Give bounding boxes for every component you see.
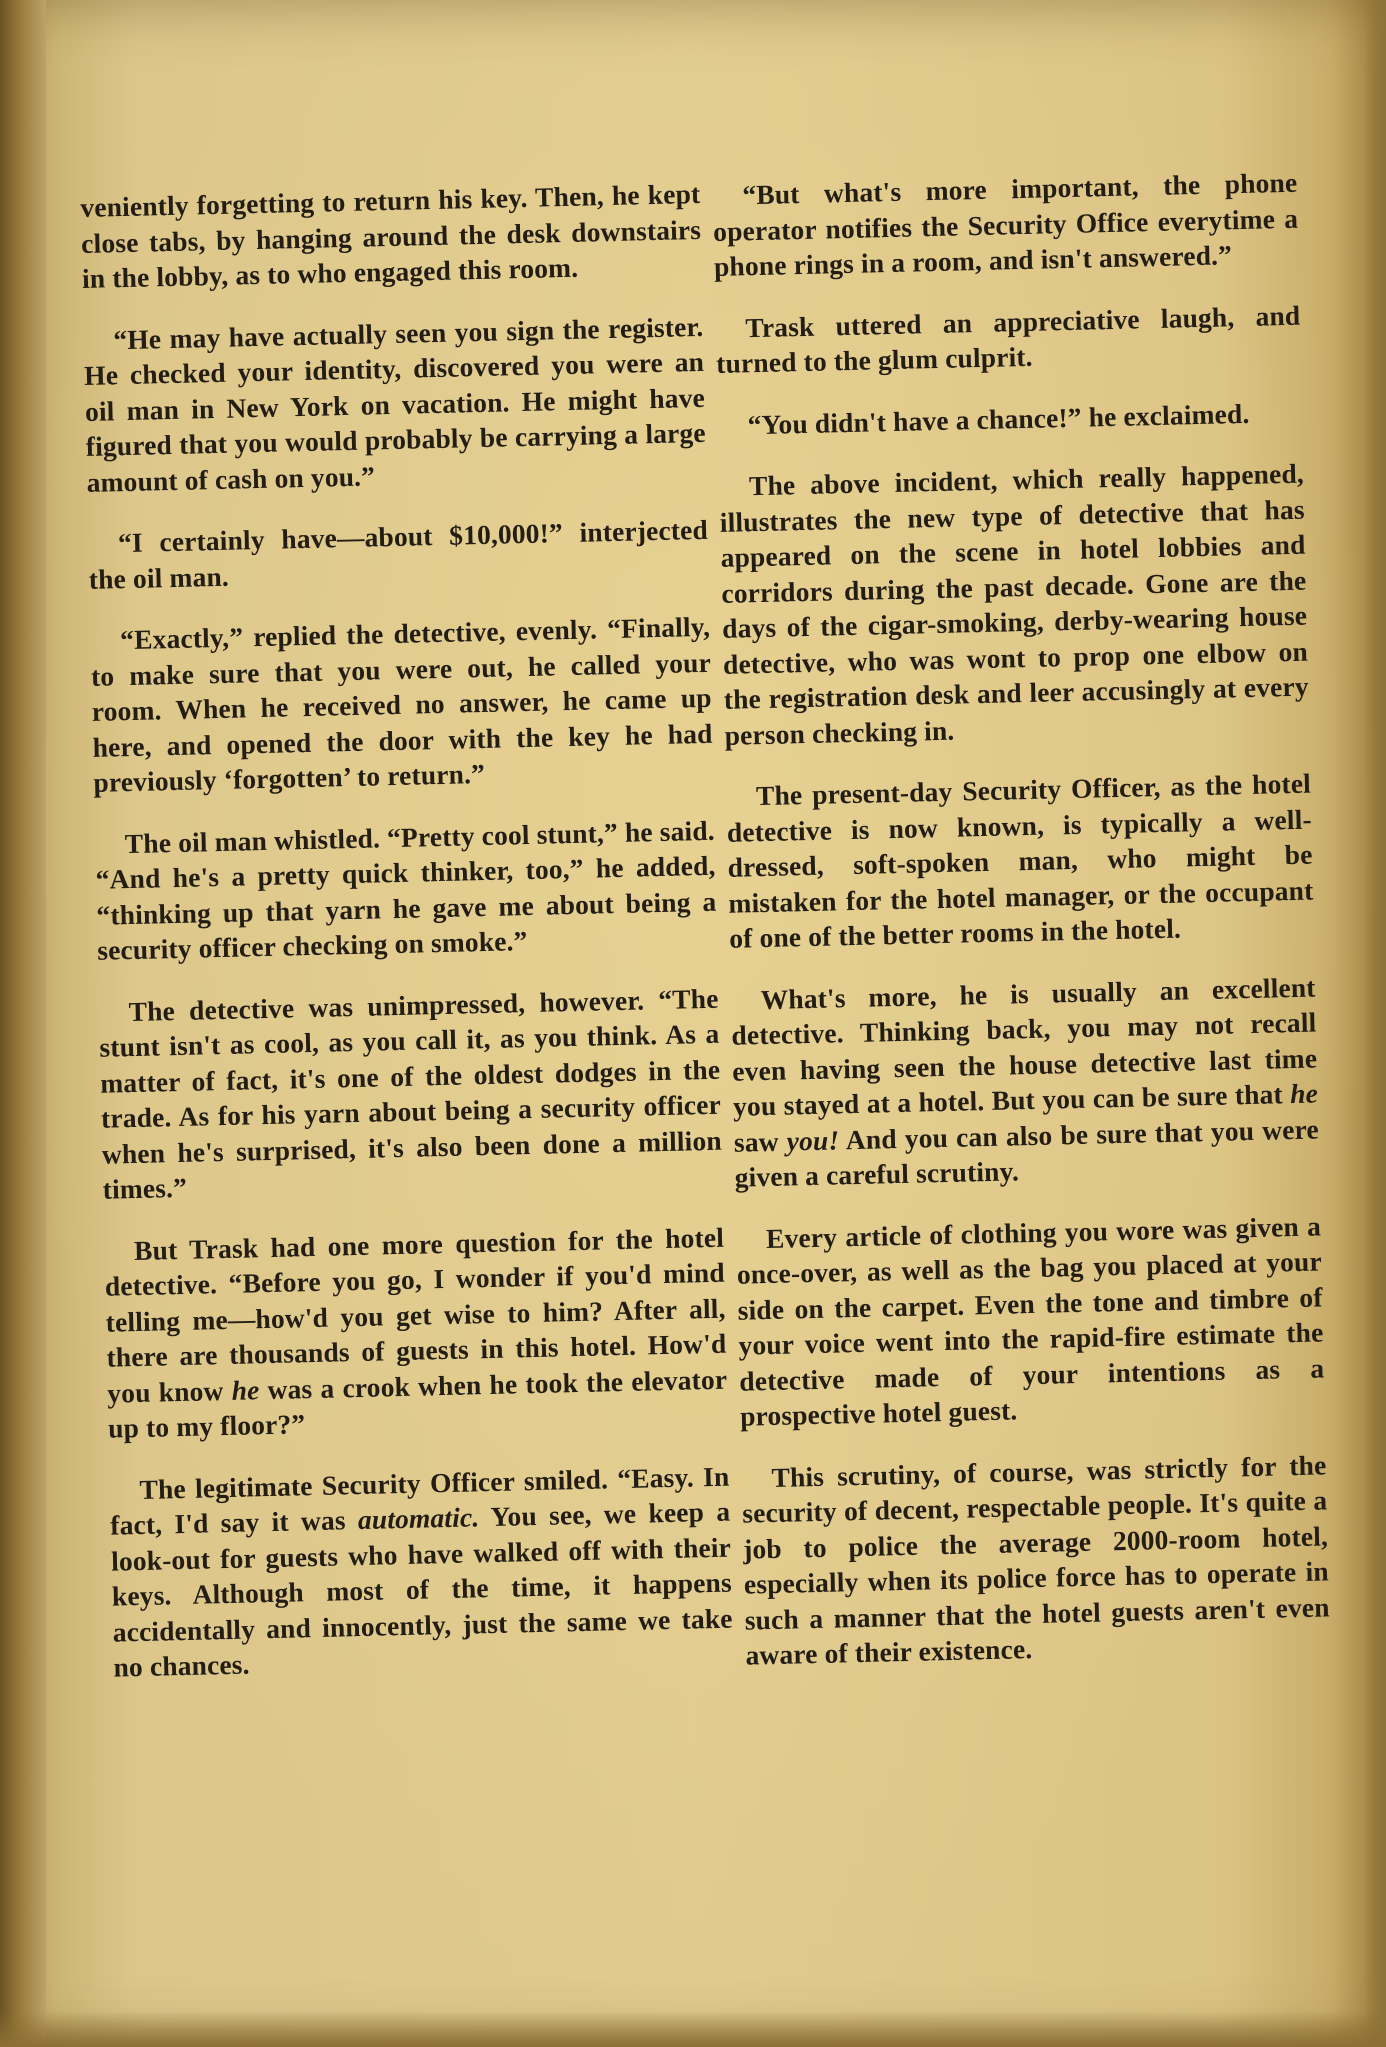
text-run: And you can also be sure that you were given a careful scrutiny. bbox=[734, 1112, 1320, 1193]
emphasis: he bbox=[231, 1373, 260, 1406]
text-run: saw bbox=[733, 1125, 788, 1158]
emphasis: automatic. bbox=[357, 1501, 480, 1536]
page-bottom-shadow bbox=[0, 2011, 1386, 2047]
text-run: The legitimate Security Officer smiled. “Easy. In fact, I'd say it was bbox=[109, 1460, 730, 1541]
right-text-column bbox=[712, 165, 1331, 1699]
paragraph: “You didn't have a chance!” he exclaimed. bbox=[747, 397, 1250, 440]
page-spine-shadow bbox=[0, 0, 46, 2047]
left-text-column bbox=[80, 176, 734, 1711]
emphasis: he bbox=[1289, 1077, 1319, 1110]
paragraph bbox=[104, 1219, 729, 1446]
emphasis: you! bbox=[786, 1123, 840, 1157]
text-run: But Trask had one more question for the hotel detective. “Before you go, I wonder if you'd mind telling me—how'd you get wise to him? After all, there are thousands of guests in this hotel. How'd you know bbox=[104, 1221, 727, 1409]
paragraph: Trask uttered an appreciative laugh, and turned to the glum culprit. bbox=[715, 299, 1301, 379]
paragraph: veniently forgetting to return his key. Then, he kept close tabs, by hanging around the desk downstairs in the lobby, as to who engaged this room. bbox=[80, 177, 702, 294]
paragraph bbox=[730, 969, 1320, 1195]
paragraph: “But what's more important, the phone operator notifies the Security Office everytime a phone rings in a room, and isn't answered.” bbox=[712, 166, 1299, 282]
paragraph: The present-day Security Officer, as the hotel detective is now known, is typically a well-dressed, soft-spoken man, who might be mistaken for the hotel manager, or the occupant of one of the better rooms in the hotel. bbox=[726, 767, 1314, 954]
paragraph: “He may have actually seen you sign the register. He checked your identity, discovered you were an oil man in New York on vacation. He might have figured that you would probably be carrying a large amount of cash on you.” bbox=[83, 310, 707, 498]
text-run: What's more, he is usually an excellent detective. Thinking back, you may not recall even having seen the house detective last time you stayed at a hotel. But you can be sure that bbox=[731, 971, 1318, 1122]
paragraph: “I certainly have—about $10,000!” interjected the oil man. bbox=[88, 513, 709, 595]
text-run: You see, we keep a look-out for guests who have walked off with their keys. Although most of the time, it happens accidentally and innocently, just the same we take no chances. bbox=[110, 1495, 733, 1683]
paragraph: The above incident, which really happened, illustrates the new type of detective that has appeared on the scene in hotel lobbies and corridors during the past decade. Gone are the days of the cigar-smoking, derby-wearing house detective, who was wont to prop one elbow on the registration desk and leer accusingly at every person checking in. bbox=[719, 457, 1310, 751]
paragraph bbox=[109, 1458, 734, 1685]
text-run: was a crook when he took the elevator up to my floor?” bbox=[107, 1363, 728, 1444]
page-edge-shadow bbox=[1364, 0, 1386, 2047]
paragraph: The oil man whistled. “Pretty cool stunt,” he said. “And he's a pretty quick thinker, too,” he added, “thinking up that yarn he gave me about being a security officer checking on smoke.” bbox=[95, 814, 717, 966]
paragraph: “Exactly,” replied the detective, evenly. “Finally, to make sure that you were out, he called your room. When he received no answer, he came up here, and opened the door with the key he had previously ‘forgotten’ to return.” bbox=[90, 610, 713, 798]
paragraph: This scrutiny, of course, was strictly for the security of decent, respectable people. It's quite a job to police the average 2000-room hotel, especially when its police force has to operate in such a manner that the hotel guests aren't even aware of their existence. bbox=[741, 1448, 1330, 1671]
paragraph: Every article of clothing you wore was given a once-over, as well as the bag you placed at your side on the carpet. Even the tone and timbre of your voice went into the rapid-fire estimate the detective made of your intentions as a prospective hotel guest. bbox=[736, 1209, 1325, 1432]
paragraph: The detective was unimpressed, however. “The stunt isn't as cool, as you call it, as you think. As a matter of fact, it's one of the oldest dodges in the trade. As for his yarn about being a security officer when he's surprised, it's also been done a million times.” bbox=[99, 982, 723, 1205]
